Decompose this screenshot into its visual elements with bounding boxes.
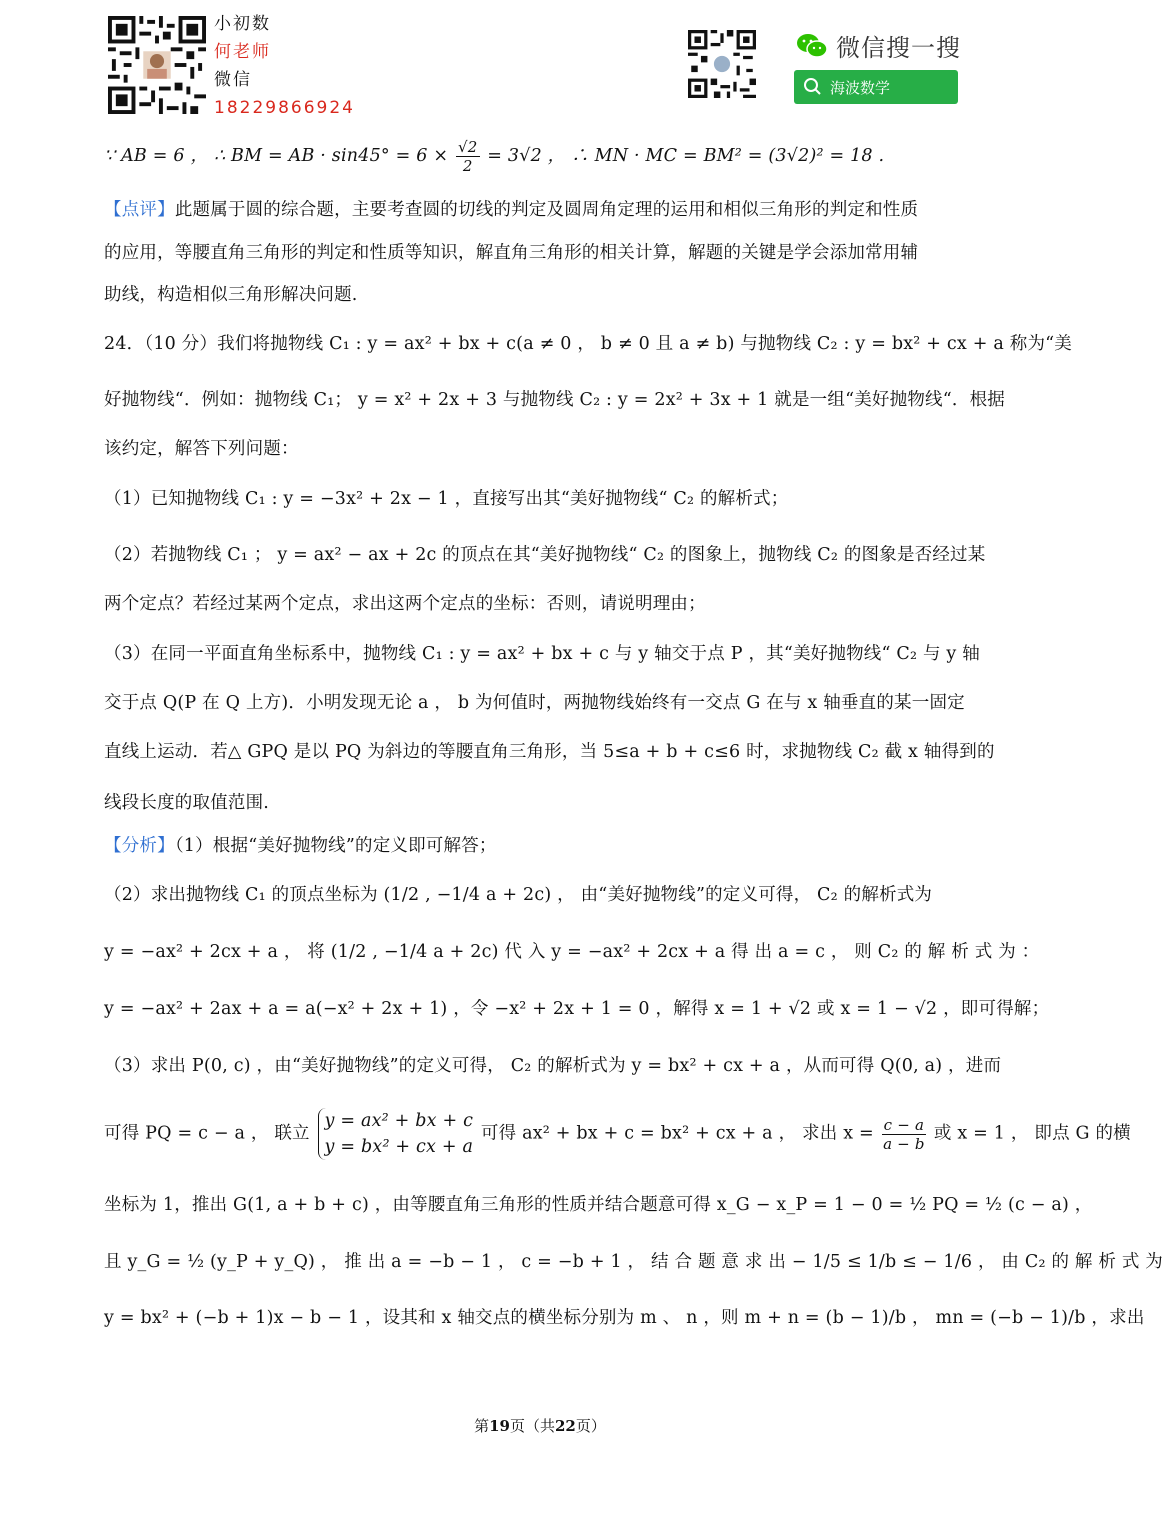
contact-line-1: 小初数 bbox=[214, 14, 271, 34]
page-number-current: 19 bbox=[489, 1417, 510, 1435]
fraction-sqrt2-over-2 bbox=[456, 138, 480, 175]
part-2-line-1: （2）若抛物线 C₁ ； y = ax² − ax + 2c 的顶点在其“美好抛物线“ C₂ 的图象上，抛物线 C₂ 的图象是否经过某 bbox=[104, 545, 986, 565]
question-24-line-3: 该约定，解答下列问题： bbox=[104, 439, 299, 459]
question-24-line-2: 好抛物线“．例如：抛物线 C₁； y = x² + 2x + 3 与抛物线 C₂ : y = 2x² + 3x + 1 就是一组“美好抛物线“．根据 bbox=[104, 390, 1005, 410]
fraction-x-solution bbox=[882, 1116, 926, 1153]
page-number-total: 22 bbox=[555, 1417, 576, 1435]
equation-1: y = ax² + bx + c bbox=[324, 1111, 474, 1131]
solution-final-line bbox=[104, 138, 980, 175]
part-3-line-1: （3）在同一平面直角坐标系中，抛物线 C₁ : y = ax² + bx + c 与 y 轴交于点 P ，其“美好抛物线“ C₂ 与 y 轴 bbox=[104, 644, 980, 664]
question-24-line-1: 24．（10 分）我们将抛物线 C₁ : y = ax² + bx + c(a ≠ 0 ， b ≠ 0 且 a ≠ b) 与抛物线 C₂ : y = bx² + cx + a 称为“美 bbox=[104, 334, 1072, 354]
page-number-prefix: 第 bbox=[474, 1417, 490, 1435]
analysis-line-6-pre: 可得 PQ = c − a ， 联立 bbox=[104, 1123, 310, 1144]
analysis-line-9: y = bx² + (−b + 1)x − b − 1 ，设其和 x 轴交点的横坐标分别为 m 、 n ，则 m + n = (b − 1)/b ， mn = (−b − 1)/b ，求出 bbox=[104, 1308, 1145, 1328]
wechat-search-button[interactable] bbox=[794, 70, 958, 104]
teacher-contact bbox=[214, 10, 355, 122]
search-icon bbox=[802, 76, 824, 98]
page-footer bbox=[0, 1415, 1080, 1436]
comment-paragraph-line-1 bbox=[104, 196, 980, 221]
analysis-line-3: y = −ax² + 2cx + a ， 将 (1/2 , −1/4 a + 2c) 代 入 y = −ax² + 2cx + a 得 出 a = c ， 则 C₂ 的 解 析 式 为 ： bbox=[104, 942, 1040, 962]
wechat-qr-code-icon bbox=[688, 30, 756, 98]
comment-paragraph-line-3: 助线，构造相似三角形解决问题. bbox=[104, 285, 358, 305]
fraction-numerator: √2 bbox=[457, 138, 478, 156]
wechat-icon bbox=[796, 32, 828, 60]
page-number-middle: 页（共 bbox=[509, 1417, 555, 1435]
qr-code-icon bbox=[108, 16, 206, 114]
analysis-line-6-mid: 可得 ax² + bx + c = bx² + cx + a ， 求出 x = bbox=[480, 1123, 874, 1144]
wechat-search-title bbox=[796, 28, 961, 63]
page-number-suffix: 页） bbox=[575, 1417, 606, 1435]
part-2-line-2: 两个定点？若经过某两个定点，求出这两个定点的坐标：否则，请说明理由； bbox=[104, 594, 706, 614]
part-3-line-4: 线段长度的取值范围. bbox=[104, 793, 270, 813]
equation-system bbox=[318, 1108, 474, 1160]
contact-phone: 18229866924 bbox=[214, 98, 355, 118]
wechat-search-label: 微信搜一搜 bbox=[836, 34, 961, 62]
part-3-line-3: 直线上运动．若△ GPQ 是以 PQ 为斜边的等腰直角三角形，当 5≤a + b + c≤6 时，求抛物线 C₂ 截 x 轴得到的 bbox=[104, 742, 995, 762]
analysis-line-8: 且 y_G = ½ (y_P + y_Q) ， 推 出 a = −b − 1 ， c = −b + 1 ， 结 合 题 意 求 出 − 1/5 ≤ 1/b ≤ − 1/6 ， 由 C₂ 的 解 析 式 为 bbox=[104, 1252, 1163, 1272]
analysis-line-2: （2）求出抛物线 C₁ 的顶点坐标为 (1/2 , −1/4 a + 2c) ， 由“美好抛物线”的定义可得， C₂ 的解析式为 bbox=[104, 885, 933, 905]
fraction-denominator: 2 bbox=[462, 157, 473, 175]
analysis-line-1 bbox=[104, 832, 980, 857]
comment-tag: 【点评】 bbox=[104, 200, 175, 220]
wechat-search-keyword: 海波数学 bbox=[830, 78, 891, 97]
analysis-line-7: 坐标为 1，推出 G(1, a + b + c) ，由等腰直角三角形的性质并结合题意可得 x_G − x_P = 1 − 0 = ½ PQ = ½ (c − a) ， bbox=[104, 1195, 1093, 1215]
analysis-tag: 【分析】 bbox=[104, 836, 175, 856]
fraction-denominator: a − b bbox=[883, 1134, 925, 1153]
analysis-line-5: （3）求出 P(0, c) ，由“美好抛物线”的定义可得， C₂ 的解析式为 y = bx² + cx + a ，从而可得 Q(0, a) ，进而 bbox=[104, 1056, 1002, 1076]
solution-line-part-2: = 3√2 ， ∴ MN · MC = BM² = (3√2)² = 18 . bbox=[487, 146, 885, 166]
page-header bbox=[0, 0, 1080, 125]
contact-name: 何老师 bbox=[214, 42, 271, 62]
analysis-text-1: （1）根据“美好抛物线”的定义即可解答； bbox=[174, 836, 497, 856]
fraction-numerator: c − a bbox=[883, 1115, 925, 1134]
comment-text-1: 此题属于圆的综合题，主要考查圆的切线的判定及圆周角定理的运用和相似三角形的判定和性质 bbox=[174, 200, 919, 220]
equation-2: y = bx² + cx + a bbox=[324, 1137, 474, 1157]
contact-line-3: 微信 bbox=[214, 70, 252, 90]
part-3-line-2: 交于点 Q(P 在 Q 上方)．小明发现无论 a ， b 为何值时，两抛物线始终有一交点 G 在与 x 轴垂直的某一固定 bbox=[104, 693, 965, 713]
comment-paragraph-line-2: 的应用，等腰直角三角形的判定和性质等知识，解直角三角形的相关计算，解题的关键是学会添加常用辅 bbox=[104, 243, 919, 263]
analysis-line-6-post: 或 x = 1 ， 即点 G 的横 bbox=[933, 1123, 1131, 1144]
analysis-line-4: y = −ax² + 2ax + a = a(−x² + 2x + 1) ，令 −x² + 2x + 1 = 0 ，解得 x = 1 + √2 或 x = 1 − √2 ，即可得解； bbox=[104, 999, 1050, 1019]
solution-line-part-1: ∵ AB = 6 ， ∴ BM = AB · sin45° = 6 × bbox=[104, 146, 449, 166]
part-1-text: （1）已知抛物线 C₁ : y = −3x² + 2x − 1 ，直接写出其“美好抛物线“ C₂ 的解析式； bbox=[104, 489, 789, 509]
analysis-line-6 bbox=[104, 1108, 1131, 1160]
